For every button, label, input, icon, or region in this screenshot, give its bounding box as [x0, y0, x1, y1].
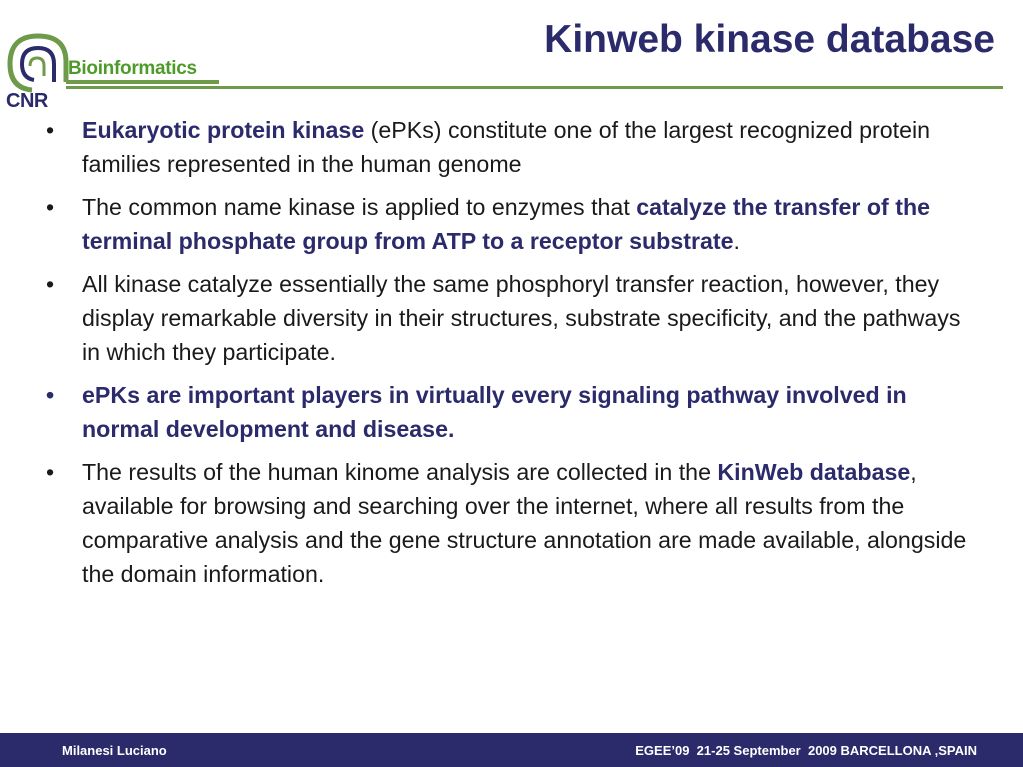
bullet-bold-text: catalyze the transfer of the terminal phosphate group from ATP to a receptor substrate: [82, 194, 930, 254]
bullet-bold-text: Eukaryotic protein kinase: [82, 117, 365, 143]
bullet-text: The results of the human kinome analysis are collected in the: [82, 459, 718, 485]
bullet-text: (ePKs) constitute one of the largest recognized protein families represented in the human genome: [82, 117, 931, 177]
logo-org-text: CNR: [6, 90, 48, 112]
bullet-dot-icon: •: [46, 194, 55, 220]
bullet-bold-text: KinWeb database: [717, 459, 911, 485]
bullet-item-kinweb: [44, 455, 984, 591]
bullet-text: All kinase catalyze essentially the same phosphoryl transfer reaction, however, they display remarkable diversity in their structures, substrate specificity, and the pathways in which they participate.: [82, 271, 961, 365]
bullet-list: [44, 113, 984, 600]
footer-author: Milanesi Luciano: [62, 743, 167, 758]
footer-event: EGEE’09 21-25 September 2009 BARCELLONA ,SPAIN: [635, 743, 977, 758]
bullet-item-signaling: [44, 378, 984, 446]
bullet-item-diversity: [44, 267, 984, 369]
slide-title: Kinweb kinase database: [544, 18, 995, 61]
bullet-item-epk-definition: [44, 113, 984, 181]
bullet-text: .: [733, 228, 740, 254]
bullet-dot-icon: •: [46, 117, 55, 143]
bullet-text: ePKs are important players in virtually every signaling pathway involved in normal development and disease.: [82, 382, 907, 442]
bullet-dot-icon: •: [46, 271, 55, 297]
title-divider: [66, 86, 1003, 89]
logo-brand-text: Bioinformatics: [68, 58, 197, 79]
bullet-text: , available for browsing and searching over the internet, where all results from the comparative analysis and the gene structure annotation are made available, alongside the domain information.: [82, 459, 967, 587]
bullet-text: The common name kinase is applied to enzymes that: [82, 194, 637, 220]
bullet-item-kinase-name: [44, 190, 984, 258]
bullet-dot-icon: •: [46, 459, 55, 485]
footer-bar: [0, 733, 1023, 767]
bullet-dot-icon: •: [46, 382, 55, 408]
